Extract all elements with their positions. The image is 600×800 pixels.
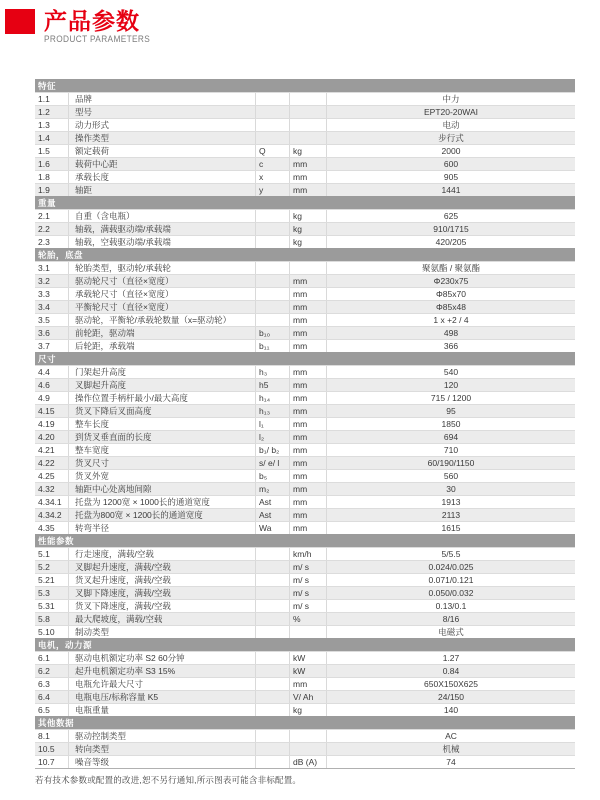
table-row [35,508,575,521]
symbol-cell [256,548,290,560]
row-number-cell: 10.7 [35,756,69,768]
unit-cell: kW [290,652,327,664]
description-cell: 最大爬坡度，满载/空载 [69,613,256,625]
unit-cell: mm [290,418,327,430]
unit-cell: m/ s [290,587,327,599]
footer-note: 若有技术参数或配置的改进,恕不另行通知,所示图表可能含非标配置。 [35,775,302,785]
row-number-cell: 4.25 [35,470,69,482]
table-row [35,235,575,248]
row-number-cell: 3.2 [35,275,69,287]
description-cell: 转弯半径 [69,522,256,534]
symbol-cell [256,301,290,313]
row-number-cell: 4.34.2 [35,509,69,521]
unit-cell: mm [290,392,327,404]
row-number-cell: 1.8 [35,171,69,183]
description-cell: 整车长度 [69,418,256,430]
description-cell: 起升电机额定功率 S3 15% [69,665,256,677]
value-cell: 140 [443,705,459,715]
row-number-cell: 6.2 [35,665,69,677]
row-number-cell: 4.9 [35,392,69,404]
table-row [35,664,575,677]
page-title: 产品参数 [44,8,140,34]
symbol-cell [256,210,290,222]
value-cell: 905 [443,172,459,182]
value-cell: 0.071/0.121 [428,575,474,585]
table-row [35,495,575,508]
table-row [35,599,575,612]
description-cell: 叉脚下降速度，满载/空载 [69,587,256,599]
unit-cell: mm [290,496,327,508]
unit-cell: kW [290,665,327,677]
symbol-cell: b₁₁ [256,340,290,352]
row-number-cell: 3.6 [35,327,69,339]
unit-cell: mm [290,405,327,417]
symbol-cell [256,730,290,742]
row-number-cell: 5.31 [35,600,69,612]
row-number-cell: 4.35 [35,522,69,534]
row-number-cell: 4.19 [35,418,69,430]
table-row [35,313,575,326]
value-cell: 366 [443,341,459,351]
unit-cell [290,119,327,131]
row-number-cell: 5.1 [35,548,69,560]
unit-cell [290,132,327,144]
value-cell: Φ85x70 [436,289,466,299]
symbol-cell [256,704,290,716]
section-header: 性能参数 [35,534,575,547]
table-row [35,677,575,690]
description-cell: 操作位置手柄杆最小/最大高度 [69,392,256,404]
description-cell: 行走速度，满载/空载 [69,548,256,560]
table-row [35,391,575,404]
row-number-cell: 4.20 [35,431,69,443]
parameter-table [35,79,575,769]
row-number-cell: 4.22 [35,457,69,469]
unit-cell: mm [290,327,327,339]
description-cell: 载荷中心距 [69,158,256,170]
value-cell: 0.13/0.1 [435,601,467,611]
description-cell: 驱动轮，平衡轮/承载轮数量（x=驱动轮） [69,314,256,326]
row-number-cell: 1.5 [35,145,69,157]
value-cell: 0.84 [442,666,460,676]
symbol-cell [256,600,290,612]
description-cell: 货叉起升速度，满载/空载 [69,574,256,586]
unit-cell [290,93,327,105]
value-cell: 625 [443,211,459,221]
section-header: 重量 [35,196,575,209]
value-cell: 120 [443,380,459,390]
description-cell: 叉脚起升高度 [69,379,256,391]
unit-cell: mm [290,470,327,482]
unit-cell: mm [290,483,327,495]
table-row [35,105,575,118]
table-row [35,157,575,170]
unit-cell: mm [290,678,327,690]
unit-cell: V/ Ah [290,691,327,703]
table-row [35,339,575,352]
value-cell: 5/5.5 [441,549,461,559]
description-cell: 托盘为800宽 × 1200长的通道宽度 [69,509,256,521]
symbol-cell [256,119,290,131]
description-cell: 轮胎类型，驱动轮/承载轮 [69,262,256,274]
symbol-cell: b₁₀ [256,327,290,339]
description-cell: 轴距中心处离地间隙 [69,483,256,495]
value-cell: 2000 [441,146,461,156]
row-number-cell: 1.4 [35,132,69,144]
row-number-cell: 2.3 [35,236,69,248]
unit-cell [290,730,327,742]
unit-cell: mm [290,158,327,170]
description-cell: 动力形式 [69,119,256,131]
row-number-cell: 6.4 [35,691,69,703]
unit-cell: m/ s [290,574,327,586]
unit-cell: kg [290,704,327,716]
symbol-cell: h₃ [256,366,290,378]
symbol-cell: h₁₄ [256,392,290,404]
section-header: 其他数据 [35,716,575,729]
value-cell: 电动 [442,120,460,130]
row-number-cell: 3.1 [35,262,69,274]
row-number-cell: 2.1 [35,210,69,222]
unit-cell: mm [290,366,327,378]
symbol-cell [256,613,290,625]
unit-cell: mm [290,444,327,456]
symbol-cell: Ast [256,496,290,508]
value-cell: 1441 [441,185,461,195]
value-cell: EPT20-20WAI [423,107,478,117]
value-cell: 715 / 1200 [430,393,472,403]
value-cell: 1913 [441,497,461,507]
unit-cell [290,106,327,118]
unit-cell: % [290,613,327,625]
symbol-cell: Ast [256,509,290,521]
row-number-cell: 3.4 [35,301,69,313]
unit-cell: mm [290,379,327,391]
symbol-cell [256,652,290,664]
value-cell: 95 [446,406,456,416]
unit-cell: km/h [290,548,327,560]
table-row [35,404,575,417]
description-cell: 转向类型 [69,743,256,755]
value-cell: 2113 [441,510,461,520]
description-cell: 托盘为 1200宽 × 1000长的通道宽度 [69,496,256,508]
table-row [35,729,575,742]
row-number-cell: 6.5 [35,704,69,716]
section-header: 尺寸 [35,352,575,365]
unit-cell [290,262,327,274]
table-row [35,703,575,716]
symbol-cell [256,288,290,300]
symbol-cell: Q [256,145,290,157]
table-row [35,170,575,183]
symbol-cell [256,743,290,755]
row-number-cell: 5.2 [35,561,69,573]
unit-cell: mm [290,509,327,521]
row-number-cell: 4.32 [35,483,69,495]
row-number-cell: 4.6 [35,379,69,391]
unit-cell [290,743,327,755]
description-cell: 驱动轮尺寸（直径×宽度） [69,275,256,287]
table-row [35,222,575,235]
row-number-cell: 1.9 [35,184,69,196]
value-cell: 540 [443,367,459,377]
value-cell: 600 [443,159,459,169]
value-cell: 910/1715 [433,224,469,234]
table-row [35,274,575,287]
row-number-cell: 1.1 [35,93,69,105]
description-cell: 前轮距，驱动端 [69,327,256,339]
table-row [35,469,575,482]
symbol-cell: b₅ [256,470,290,482]
table-row [35,690,575,703]
table-row [35,612,575,625]
symbol-cell: s/ e/ l [256,457,290,469]
table-row [35,560,575,573]
value-cell: Φ230x75 [433,276,469,286]
symbol-cell [256,314,290,326]
value-cell: 710 [443,445,459,455]
unit-cell: mm [290,184,327,196]
table-row [35,287,575,300]
row-number-cell: 10.5 [35,743,69,755]
table-row [35,118,575,131]
description-cell: 制动类型 [69,626,256,638]
table-row [35,742,575,755]
row-number-cell: 5.21 [35,574,69,586]
table-row [35,456,575,469]
table-row [35,378,575,391]
symbol-cell: l₁ [256,418,290,430]
description-cell: 平衡轮尺寸（直径×宽度） [69,301,256,313]
row-number-cell: 6.1 [35,652,69,664]
value-cell: 24/150 [438,692,464,702]
description-cell: 驱动控制类型 [69,730,256,742]
table-row [35,755,575,768]
symbol-cell [256,691,290,703]
value-cell: 30 [446,484,456,494]
table-row [35,651,575,664]
value-cell: 60/190/1150 [427,458,475,468]
description-cell: 噪音等级 [69,756,256,768]
row-number-cell: 2.2 [35,223,69,235]
table-row [35,625,575,638]
table-row [35,482,575,495]
unit-cell: kg [290,210,327,222]
page-subtitle: PRODUCT PARAMETERS [44,34,151,44]
symbol-cell [256,756,290,768]
symbol-cell [256,93,290,105]
value-cell: 8/16 [442,614,460,624]
symbol-cell [256,132,290,144]
value-cell: 机械 [442,744,460,754]
description-cell: 型号 [69,106,256,118]
row-number-cell: 4.21 [35,444,69,456]
value-cell: 0.050/0.032 [428,588,474,598]
description-cell: 自重（含电瓶） [69,210,256,222]
description-cell: 品牌 [69,93,256,105]
table-row [35,417,575,430]
value-cell: 0.024/0.025 [428,562,474,572]
symbol-cell: Wa [256,522,290,534]
symbol-cell: y [256,184,290,196]
row-number-cell: 3.5 [35,314,69,326]
value-cell: 498 [443,328,459,338]
section-header: 特征 [35,79,575,92]
description-cell: 电瓶重量 [69,704,256,716]
value-cell: 1.27 [442,653,460,663]
page-header [5,9,159,44]
unit-cell: mm [290,431,327,443]
description-cell: 轴距 [69,184,256,196]
section-header: 轮胎，底盘 [35,248,575,261]
unit-cell: mm [290,301,327,313]
description-cell: 门架起升高度 [69,366,256,378]
unit-cell: kg [290,145,327,157]
value-cell: 电磁式 [438,627,464,637]
description-cell: 电瓶电压/标称容量 K5 [69,691,256,703]
symbol-cell: b₁/ b₂ [256,444,290,456]
table-row [35,430,575,443]
unit-cell: mm [290,522,327,534]
description-cell: 货叉下降后叉面高度 [69,405,256,417]
symbol-cell [256,223,290,235]
value-cell: Φ85x48 [436,302,466,312]
symbol-cell [256,678,290,690]
value-cell: 步行式 [438,133,464,143]
table-row [35,131,575,144]
value-cell: 74 [446,757,456,767]
symbol-cell [256,236,290,248]
row-number-cell: 8.1 [35,730,69,742]
table-row [35,326,575,339]
unit-cell: kg [290,236,327,248]
value-cell: 650X150X625 [424,679,478,689]
brand-red-square [5,9,35,34]
row-number-cell: 1.3 [35,119,69,131]
table-row [35,443,575,456]
symbol-cell [256,262,290,274]
value-cell: AC [445,731,457,741]
symbol-cell [256,106,290,118]
unit-cell: mm [290,288,327,300]
value-cell: 1 x +2 / 4 [433,315,469,325]
unit-cell: m/ s [290,561,327,573]
symbol-cell: l₂ [256,431,290,443]
symbol-cell [256,275,290,287]
row-number-cell: 4.34.1 [35,496,69,508]
row-number-cell: 5.10 [35,626,69,638]
table-row [35,209,575,222]
symbol-cell [256,665,290,677]
symbol-cell [256,626,290,638]
value-cell: 1850 [441,419,461,429]
table-row [35,300,575,313]
description-cell: 电瓶允许最大尺寸 [69,678,256,690]
value-cell: 560 [443,471,459,481]
unit-cell: mm [290,171,327,183]
value-cell: 中力 [442,94,460,104]
symbol-cell: h5 [256,379,290,391]
table-row [35,521,575,534]
row-number-cell: 5.8 [35,613,69,625]
description-cell: 货叉下降速度，满载/空载 [69,600,256,612]
description-cell: 操作类型 [69,132,256,144]
description-cell: 轴载，空载驱动端/承载端 [69,236,256,248]
value-cell: 聚氨酯 / 聚氨酯 [421,263,481,273]
table-row [35,586,575,599]
unit-cell [290,626,327,638]
description-cell: 整车宽度 [69,444,256,456]
symbol-cell: x [256,171,290,183]
description-cell: 叉脚起升速度，满载/空载 [69,561,256,573]
unit-cell: mm [290,314,327,326]
description-cell: 货叉尺寸 [69,457,256,469]
value-cell: 420/205 [435,237,467,247]
unit-cell: mm [290,340,327,352]
row-number-cell: 3.7 [35,340,69,352]
description-cell: 承载轮尺寸（直径×宽度） [69,288,256,300]
symbol-cell: c [256,158,290,170]
symbol-cell [256,574,290,586]
table-row [35,365,575,378]
row-number-cell: 4.4 [35,366,69,378]
table-row [35,144,575,157]
table-row [35,573,575,586]
value-cell: 694 [443,432,459,442]
table-row [35,183,575,196]
unit-cell: dB (A) [290,756,327,768]
symbol-cell: h₁₃ [256,405,290,417]
description-cell: 货叉外宽 [69,470,256,482]
symbol-cell: m₂ [256,483,290,495]
row-number-cell: 4.15 [35,405,69,417]
unit-cell: mm [290,275,327,287]
value-cell: 1615 [441,523,461,533]
description-cell: 额定载荷 [69,145,256,157]
row-number-cell: 1.6 [35,158,69,170]
row-number-cell: 3.3 [35,288,69,300]
description-cell: 轴载，满载驱动端/承载端 [69,223,256,235]
description-cell: 驱动电机额定功率 S2 60分钟 [69,652,256,664]
unit-cell: mm [290,457,327,469]
section-header: 电机，动力源 [35,638,575,651]
row-number-cell: 5.3 [35,587,69,599]
brand-text-block [44,9,159,44]
unit-cell: kg [290,223,327,235]
description-cell: 到货叉垂直面的长度 [69,431,256,443]
row-number-cell: 6.3 [35,678,69,690]
table-row [35,261,575,274]
row-number-cell: 1.2 [35,106,69,118]
table-row [35,92,575,105]
description-cell: 后轮距，承载端 [69,340,256,352]
unit-cell: m/ s [290,600,327,612]
symbol-cell [256,561,290,573]
symbol-cell [256,587,290,599]
table-row [35,547,575,560]
description-cell: 承载长度 [69,171,256,183]
